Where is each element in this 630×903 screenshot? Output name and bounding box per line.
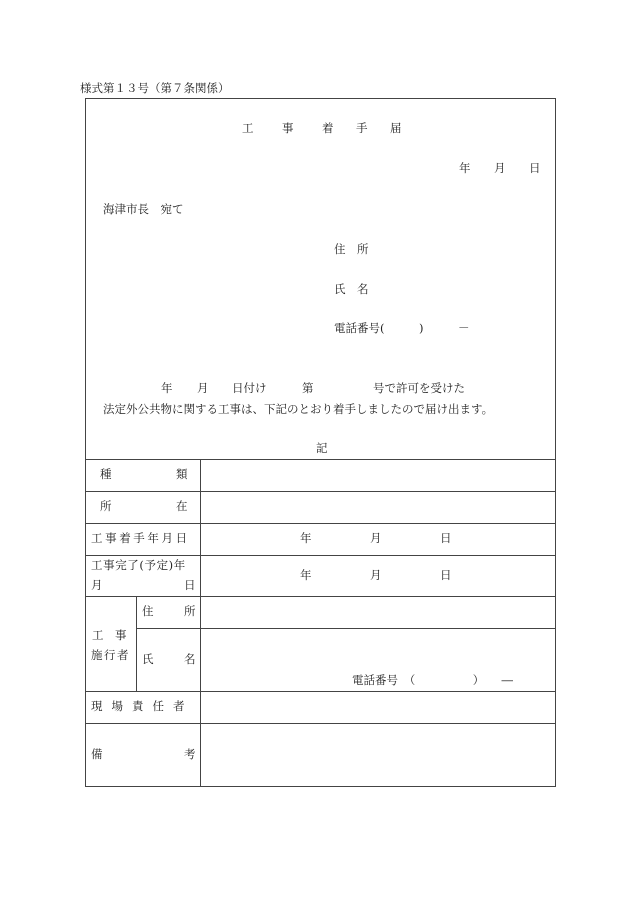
contractor-name-right: 名 [184, 652, 196, 666]
title-char: 着 [322, 121, 334, 135]
title-char: 手 [356, 121, 368, 135]
start-date-month[interactable]: 月 [370, 531, 382, 545]
date-month: 月 [494, 161, 506, 175]
end-date-label-line2-right: 日 [184, 578, 196, 592]
remarks-label-left: 備 [91, 747, 103, 761]
kind-label-left: 種 [100, 467, 112, 481]
kind-field[interactable] [203, 462, 553, 489]
applicant-phone-label: 電話番号( ) － [334, 321, 470, 335]
contractor-address-left: 住 [142, 604, 154, 618]
title-char: 届 [390, 121, 402, 135]
site-manager-field[interactable] [203, 694, 553, 721]
end-date-day[interactable]: 日 [440, 568, 452, 582]
contractor-address-field[interactable] [203, 599, 553, 626]
end-date-label-line2-left: 月 [91, 578, 103, 592]
ki-heading: 記 [316, 441, 328, 455]
contractor-name-field[interactable] [203, 631, 553, 671]
start-date-label: 工事着手年月日 [91, 531, 190, 545]
location-label-left: 所 [100, 499, 112, 513]
contractor-phone-label: 電話番号 （ ） ― [352, 673, 513, 687]
location-field[interactable] [203, 494, 553, 521]
remarks-label-right: 考 [184, 747, 196, 761]
end-date-label-line1: 工事完了(予定)年 [91, 558, 186, 572]
contractor-name-left: 氏 [142, 652, 154, 666]
start-date-day[interactable]: 日 [440, 531, 452, 545]
body-line-2: 法定外公共物に関する工事は、下記のとおり着手しましたので届け出ます。 [103, 402, 494, 416]
body-number: 第 [302, 381, 314, 395]
body-dated: 日付け [232, 381, 267, 395]
date-day: 日 [529, 161, 541, 175]
applicant-address-label: 住 所 [334, 242, 369, 256]
title-char: 事 [282, 121, 294, 135]
body-month: 月 [197, 381, 209, 395]
location-label-right: 在 [176, 499, 188, 513]
contractor-group-label-1: 工 事 [92, 628, 127, 642]
contractor-address-right: 所 [184, 604, 196, 618]
end-date-year[interactable]: 年 [300, 568, 312, 582]
end-date-month[interactable]: 月 [370, 568, 382, 582]
kind-label-right: 類 [176, 467, 188, 481]
body-year: 年 [161, 381, 173, 395]
body-permit: 号で許可を受けた [373, 381, 465, 395]
addressee: 海津市長 宛て [103, 202, 184, 216]
applicant-name-label: 氏 名 [334, 282, 369, 296]
title-char: 工 [242, 121, 254, 135]
start-date-year[interactable]: 年 [300, 531, 312, 545]
form-number-label: 様式第１３号（第７条関係） [80, 81, 230, 95]
date-year: 年 [459, 161, 471, 175]
remarks-field[interactable] [203, 726, 553, 784]
site-manager-label: 現場責任者 [91, 699, 194, 713]
contractor-group-label-2: 施行者 [91, 648, 130, 662]
